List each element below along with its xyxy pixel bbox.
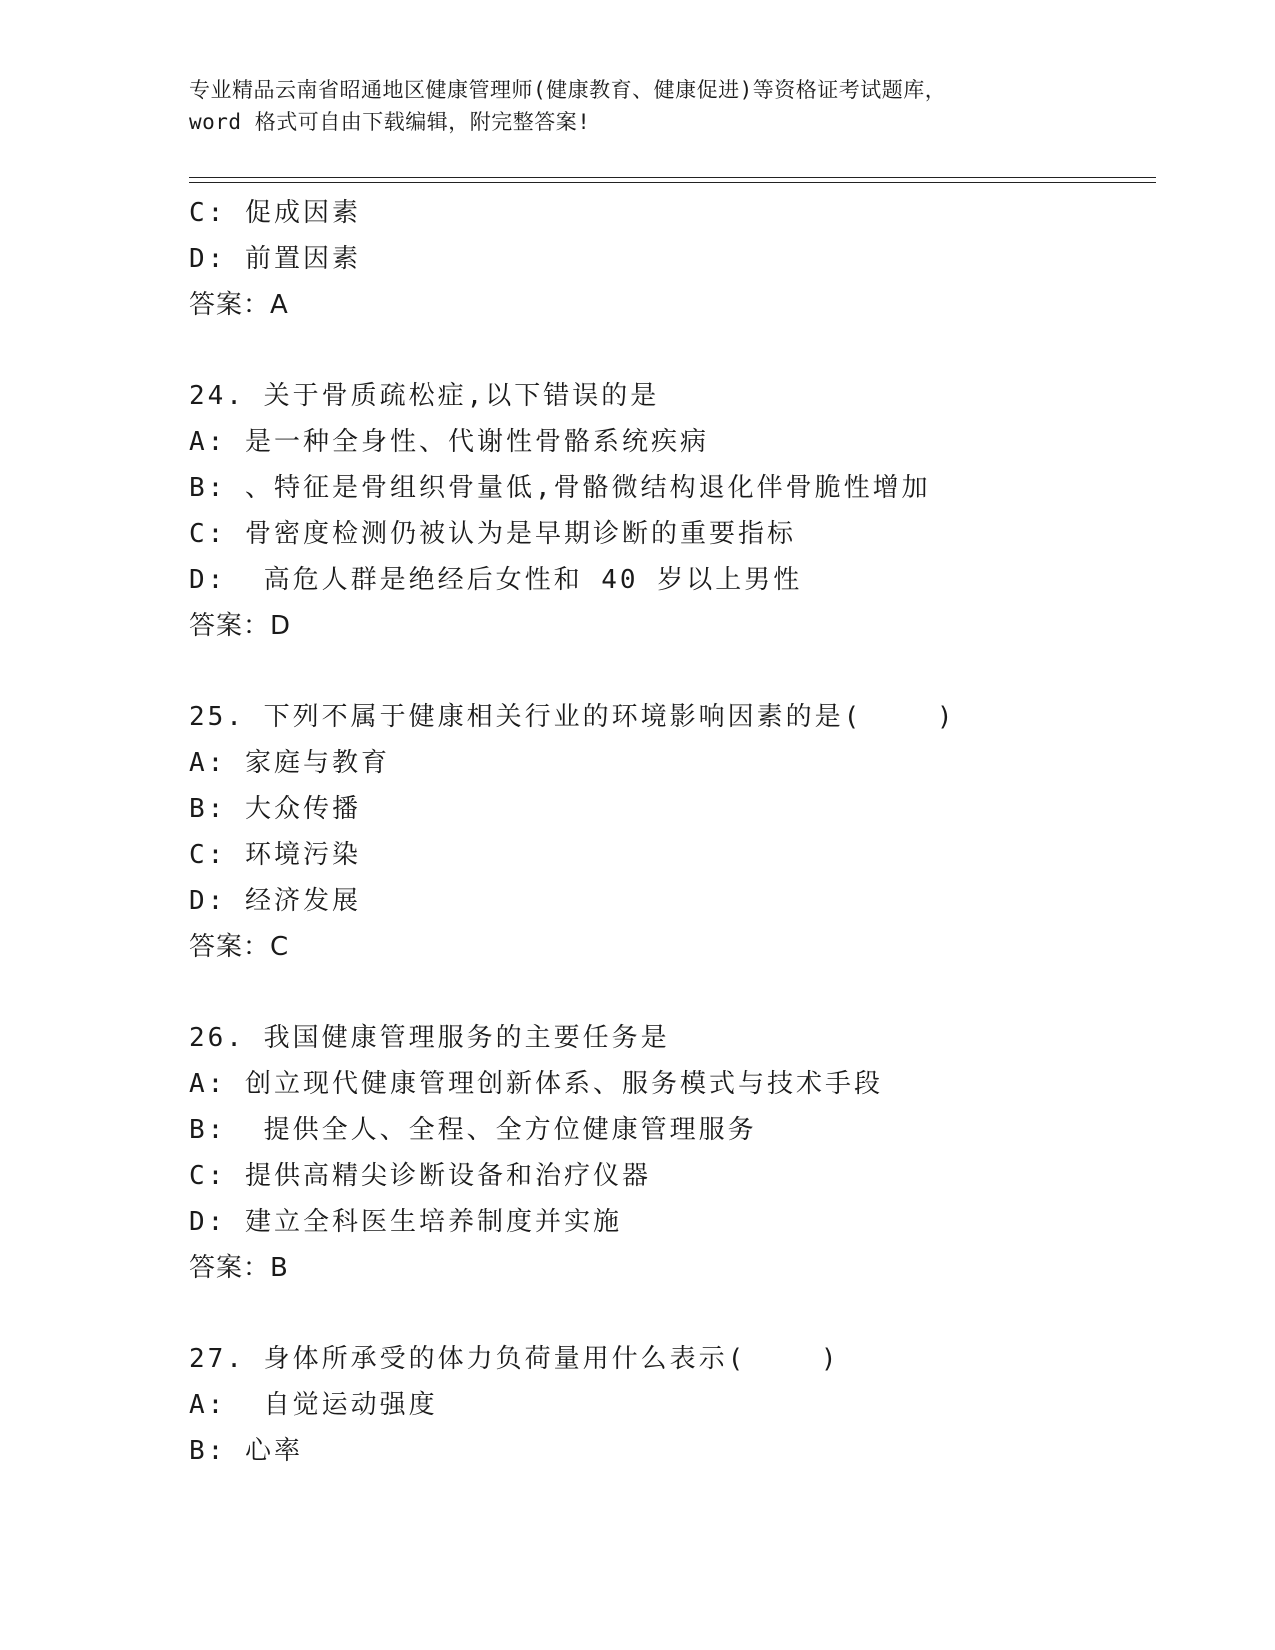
header-rule-bottom bbox=[189, 182, 1156, 183]
question-text: 27. 身体所承受的体力负荷量用什么表示( ) bbox=[189, 1344, 840, 1374]
option-b: B: 心率 bbox=[189, 1436, 303, 1466]
header-rule-top bbox=[189, 177, 1156, 178]
option-b: B: 、特征是骨组织骨量低,骨骼微结构退化伴骨脆性增加 bbox=[189, 473, 931, 503]
question-24 bbox=[189, 373, 1169, 649]
question-27 bbox=[189, 1336, 1169, 1474]
question-text: 26. 我国健康管理服务的主要任务是 bbox=[189, 1023, 670, 1053]
option-d: D: 高危人群是绝经后女性和 40 岁以上男性 bbox=[189, 565, 803, 595]
option-a: A: 是一种全身性、代谢性骨骼系统疾病 bbox=[189, 427, 709, 457]
option-d: D: 建立全科医生培养制度并实施 bbox=[189, 1207, 622, 1237]
document-header bbox=[189, 74, 1169, 138]
option-d: D: 前置因素 bbox=[189, 244, 361, 274]
question-list bbox=[189, 190, 1169, 1474]
answer: 答案：B bbox=[189, 1253, 289, 1283]
option-c: C: 促成因素 bbox=[189, 198, 361, 228]
question-23-tail bbox=[189, 190, 1169, 328]
option-c: C: 提供高精尖诊断设备和治疗仪器 bbox=[189, 1161, 651, 1191]
option-b: B: 大众传播 bbox=[189, 794, 361, 824]
option-a: A: 创立现代健康管理创新体系、服务模式与技术手段 bbox=[189, 1069, 883, 1099]
question-text: 24. 关于骨质疏松症,以下错误的是 bbox=[189, 381, 660, 411]
option-b: B: 提供全人、全程、全方位健康管理服务 bbox=[189, 1115, 757, 1145]
answer: 答案：C bbox=[189, 932, 290, 962]
option-a: A: 家庭与教育 bbox=[189, 748, 390, 778]
option-a: A: 自觉运动强度 bbox=[189, 1390, 438, 1420]
question-text: 25. 下列不属于健康相关行业的环境影响因素的是( ) bbox=[189, 702, 956, 732]
option-d: D: 经济发展 bbox=[189, 886, 361, 916]
header-line-2: word 格式可自由下载编辑，附完整答案! bbox=[189, 110, 591, 134]
header-line-1: 专业精品云南省昭通地区健康管理师(健康教育、健康促进)等资格证考试题库， bbox=[189, 78, 947, 102]
answer: 答案：A bbox=[189, 290, 289, 320]
option-c: C: 骨密度检测仍被认为是早期诊断的重要指标 bbox=[189, 519, 796, 549]
answer: 答案：D bbox=[189, 611, 292, 641]
question-26 bbox=[189, 1015, 1169, 1291]
option-c: C: 环境污染 bbox=[189, 840, 361, 870]
question-25 bbox=[189, 694, 1169, 970]
